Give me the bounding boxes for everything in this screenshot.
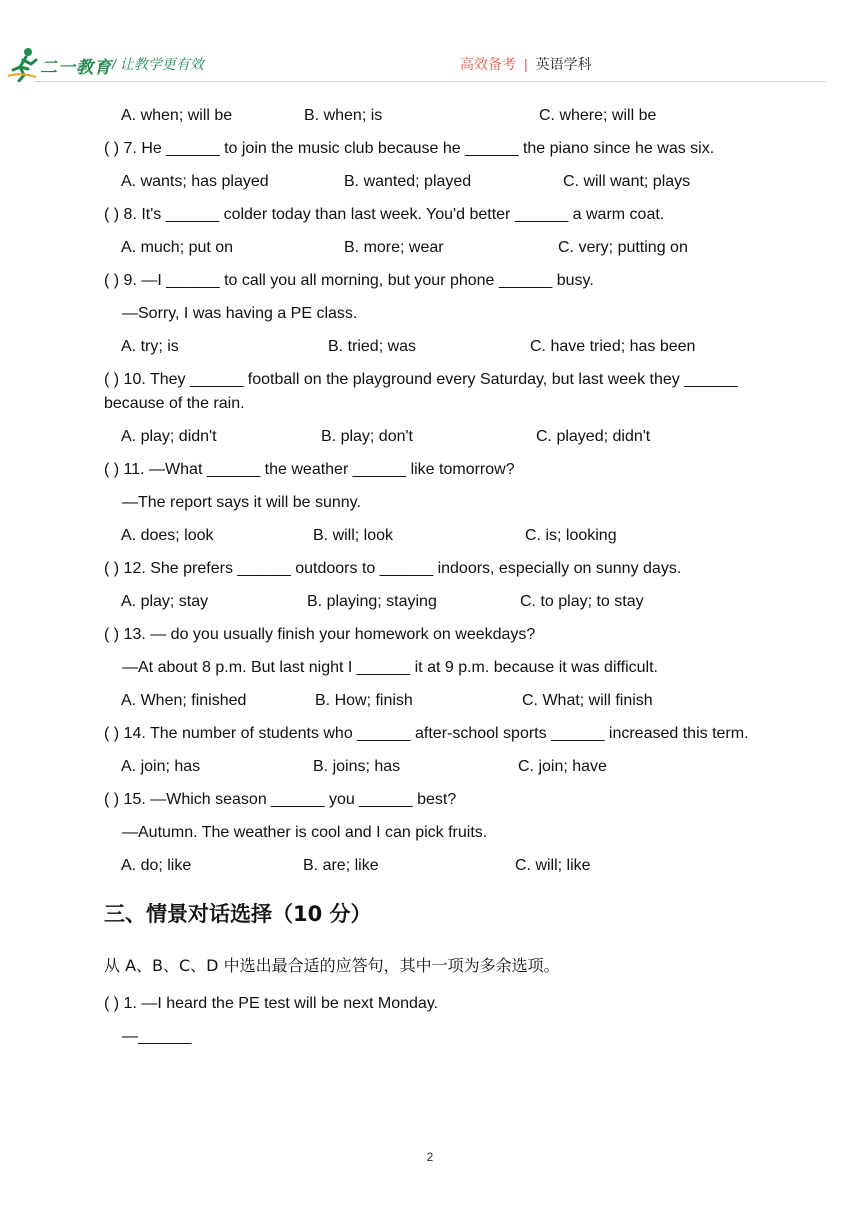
header-separator: | — [524, 56, 528, 72]
page-header — [0, 40, 860, 90]
options-row — [104, 755, 754, 779]
option-b: B. are; like — [303, 857, 379, 874]
worksheet-content — [104, 104, 754, 1058]
question-10: ( ) 10. They ______ football on the playground every Saturday, but last week they ______ because of the rain. — [104, 371, 738, 412]
option-b: B. How; finish — [315, 692, 413, 709]
subject-label: 英语学科 — [535, 56, 592, 72]
options-row — [104, 854, 754, 878]
option-c: C. very; putting on — [558, 239, 688, 256]
option-b: B. when; is — [304, 107, 383, 124]
options-row — [104, 236, 754, 260]
option-c: C. is; looking — [525, 527, 617, 544]
option-a: A. join; has — [121, 758, 201, 775]
option-a: A. try; is — [121, 338, 179, 355]
question-9: ( ) 9. —I ______ to call you all morning, but your phone ______ busy. — [104, 272, 594, 289]
options-row — [104, 590, 754, 614]
question-13: ( ) 13. — do you usually finish your homework on weekdays? — [104, 626, 536, 643]
option-c: C. have tried; has been — [530, 338, 696, 355]
options-row — [104, 335, 754, 359]
question-11: ( ) 11. —What ______ the weather ______ like tomorrow? — [104, 461, 515, 478]
page-number: 2 — [426, 1150, 434, 1164]
option-a: A. play; didn't — [121, 428, 217, 445]
options-row — [104, 689, 754, 713]
option-a: A. wants; has played — [121, 173, 269, 190]
reply-9: —Sorry, I was having a PE class. — [122, 305, 358, 322]
question-14: ( ) 14. The number of students who ______ after-school sports ______ increased this term. — [104, 725, 749, 742]
option-b: B. play; don't — [321, 428, 413, 445]
brand-slogan: / 让教学更有效 — [112, 56, 204, 72]
option-b: B. playing; staying — [307, 593, 437, 610]
options-row — [104, 170, 754, 194]
reply-13: —At about 8 p.m. But last night I ______ it at 9 p.m. because it was difficult. — [122, 659, 658, 676]
option-a: A. When; finished — [121, 692, 247, 709]
option-b: B. tried; was — [328, 338, 417, 355]
options-row — [104, 524, 754, 548]
header-tagline: 高效备考 — [460, 56, 516, 72]
question-7: ( ) 7. He ______ to join the music club because he ______ the piano since he was six. — [104, 140, 715, 157]
option-b: B. more; wear — [344, 239, 444, 256]
options-row — [104, 425, 754, 449]
option-b: B. wanted; played — [344, 173, 472, 190]
option-c: C. where; will be — [539, 107, 657, 124]
dialogue-question-1: ( ) 1. —I heard the PE test will be next Monday. — [104, 995, 439, 1012]
dialogue-reply-1: —______ — [122, 1028, 192, 1045]
option-c: C. join; have — [518, 758, 607, 775]
option-b: B. joins; has — [313, 758, 401, 775]
question-15: ( ) 15. —Which season ______ you ______ best? — [104, 791, 457, 808]
section-3-title: 三、情景对话选择（10 分） — [104, 902, 372, 926]
reply-11: —The report says it will be sunny. — [122, 494, 361, 511]
option-a: A. much; put on — [121, 239, 234, 256]
runner-logo-icon — [6, 46, 40, 82]
option-a: A. when; will be — [121, 107, 233, 124]
header-subject — [460, 54, 592, 74]
question-8: ( ) 8. It's ______ colder today than last week. You'd better ______ a warm coat. — [104, 206, 665, 223]
section-3-instruction: 从 A、B、C、D 中选出最合适的应答句，其中一项为多余选项。 — [104, 956, 560, 975]
header-divider — [34, 81, 826, 82]
option-a: A. do; like — [121, 857, 192, 874]
question-12: ( ) 12. She prefers ______ outdoors to ______ indoors, especially on sunny days. — [104, 560, 682, 577]
option-c: C. What; will finish — [522, 692, 653, 709]
option-c: C. will; like — [515, 857, 591, 874]
options-row — [104, 104, 754, 128]
option-c: C. played; didn't — [536, 428, 651, 445]
option-a: A. does; look — [121, 527, 214, 544]
option-a: A. play; stay — [121, 593, 209, 610]
option-b: B. will; look — [313, 527, 394, 544]
option-c: C. will want; plays — [563, 173, 691, 190]
option-c: C. to play; to stay — [520, 593, 644, 610]
reply-15: —Autumn. The weather is cool and I can pick fruits. — [122, 824, 488, 841]
brand-name: 二一教育 — [40, 58, 112, 77]
